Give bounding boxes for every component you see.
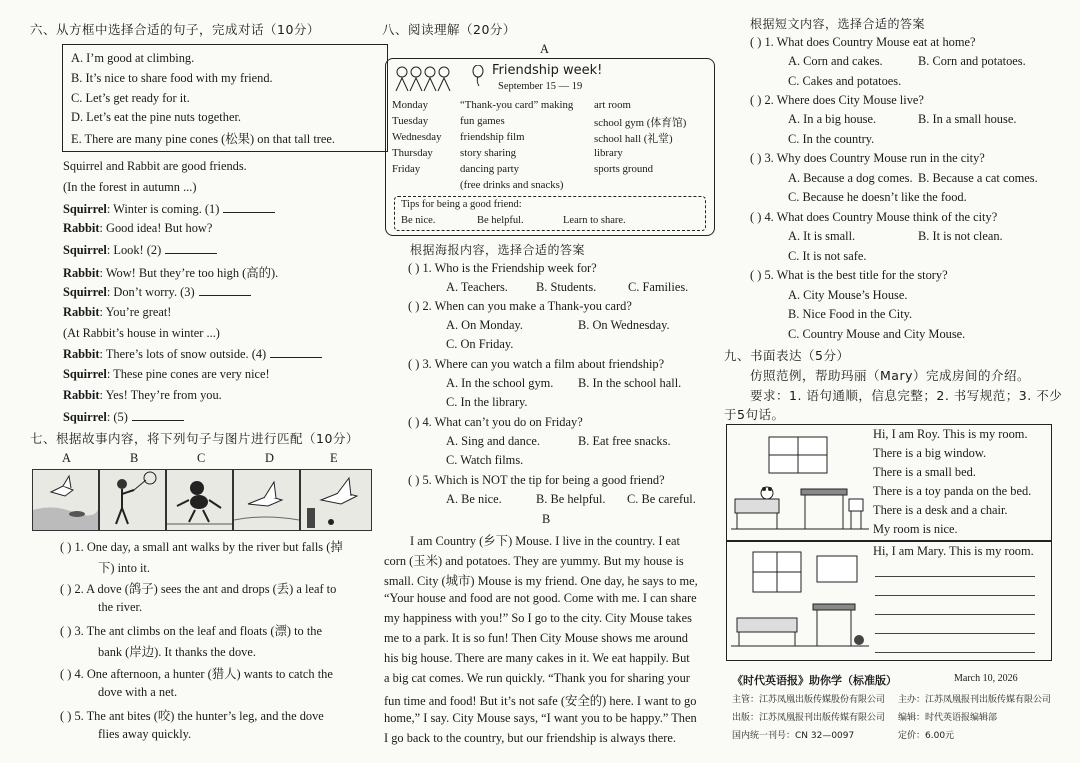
roy-sentence: My room is nice.	[873, 522, 958, 536]
poster-instruction: 根据海报内容，选择合适的答案	[410, 243, 586, 257]
passage-question: ( ) 3. Why does Country Mouse run in the city?	[750, 151, 985, 165]
option-a: A. It is small.	[788, 229, 856, 243]
option-b: B. It is not clean.	[918, 229, 1003, 243]
mary-first-sentence: Hi, I am Mary. This is my room.	[873, 544, 1034, 558]
option-c: C. Let’s get ready for it.	[71, 91, 190, 105]
passage-line: his big house. There are many cakes in it. We eat happily. But	[384, 651, 690, 665]
schedule-day: Wednesday	[392, 131, 442, 143]
publisher-info: 国内统一刊号：CN 32—0097	[732, 731, 855, 741]
option-a: A. On Monday.	[446, 318, 523, 332]
writing-line[interactable]	[875, 652, 1035, 653]
match-item-1-cont: 下) into it.	[98, 561, 150, 575]
schedule-activity: “Thank-you card” making	[460, 99, 574, 111]
mary-room-picture	[731, 546, 869, 654]
passage-b-instruction: 根据短文内容，选择合适的答案	[750, 17, 926, 31]
option-b: B. Nice Food in the City.	[788, 307, 913, 321]
schedule-day: Thursday	[392, 147, 433, 159]
children-group-icon	[394, 65, 456, 93]
dialogue-line: Rabbit: Good idea! But how?	[63, 221, 213, 235]
poster-question: ( ) 4. What can’t you do on Friday?	[408, 415, 583, 429]
option-a: A. I’m good at climbing.	[71, 51, 195, 65]
tip-item: Be helpful.	[477, 215, 524, 226]
option-c: C. Watch films.	[446, 453, 524, 467]
option-a: A. Be nice.	[446, 492, 502, 506]
newspaper-title: 《时代英语报》助你学（标准版）	[732, 674, 897, 687]
dialogue-line: Squirrel: Don’t worry. (3)	[63, 284, 251, 300]
publisher-info: 主管：江苏凤凰出版传媒股份有限公司	[732, 695, 886, 705]
passage-line: small. City (城市) Mouse is my friend. One day, he says to me,	[384, 574, 698, 588]
option-b: B. On Wednesday.	[578, 318, 670, 332]
publisher-info: 出版：江苏凤凰报刊出版传媒有限公司	[732, 713, 886, 723]
schedule-place: school hall (礼堂)	[594, 133, 673, 145]
price: 定价：6.00元	[898, 731, 955, 741]
dialogue-line: Squirrel: These pine cones are very nice!	[63, 367, 270, 381]
answer-blank[interactable]	[270, 346, 322, 358]
passage-line: me to a park. It is so fun! Then City Mouse shows me around	[384, 631, 688, 645]
passage-question: ( ) 5. What is the best title for the story?	[750, 268, 948, 282]
hunter-with-net-picture	[99, 469, 166, 531]
dialogue-line: Rabbit: You’re great!	[63, 305, 172, 319]
passage-question: ( ) 4. What does Country Mouse think of the city?	[750, 210, 998, 224]
writing-instruction: 仿照范例，帮助玛丽（Mary）完成房间的介绍。	[750, 368, 1030, 383]
passage-label-b: B	[542, 512, 551, 526]
passage-question: ( ) 1. What does Country Mouse eat at home?	[750, 35, 976, 49]
tip-item: Learn to share.	[563, 215, 626, 226]
answer-blank[interactable]	[165, 242, 217, 254]
option-c: C. Be careful.	[627, 492, 696, 506]
dialogue-line: Squirrel: (5)	[63, 409, 184, 425]
option-c: C. Because he doesn’t like the food.	[788, 190, 967, 204]
option-c: C. In the library.	[446, 395, 528, 409]
dove-flying-picture	[233, 469, 300, 531]
picture-letter: D	[265, 451, 274, 465]
match-item-3: ( ) 3. The ant climbs on the leaf and floats (漂) to the	[60, 624, 322, 638]
passage-line: home,” I say. City Mouse says, “I want you to be happy.” Then	[384, 711, 697, 725]
match-item-2-cont: the river.	[98, 600, 143, 614]
option-b: B. Corn and potatoes.	[918, 54, 1026, 68]
roy-sentence: There is a big window.	[873, 446, 987, 460]
section-six-heading: 六、从方框中选择合适的句子，完成对话（10分）	[30, 22, 320, 37]
option-a: A. Teachers.	[446, 280, 508, 294]
roy-sentence: There is a toy panda on the bed.	[873, 484, 1032, 498]
poster-question: ( ) 5. Which is NOT the tip for being a good friend?	[408, 473, 665, 487]
option-b: B. In a small house.	[918, 112, 1017, 126]
option-a: A. In a big house.	[788, 112, 877, 126]
picture-letter: E	[330, 451, 338, 465]
passage-line: I go back to the country, but our friendship is always there.	[384, 731, 677, 745]
tips-title: Tips for being a good friend:	[401, 199, 522, 210]
writing-requirement: 要求：1. 语句通顺，信息完整；2. 书写规范；3. 不少	[750, 388, 1063, 403]
passage-line: a big cat comes. We run quickly. “Thank you for sharing your	[384, 671, 690, 685]
schedule-place: library	[594, 147, 623, 159]
picture-letter: C	[197, 451, 206, 465]
poster-question: ( ) 2. When can you make a Thank-you card?	[408, 299, 632, 313]
schedule-activity: dancing party	[460, 163, 520, 175]
dialogue-line: Squirrel: Look! (2)	[63, 242, 217, 258]
match-item-2: ( ) 2. A dove (鸽子) sees the ant and drops (丢) a leaf to	[60, 582, 337, 596]
ant-bites-hunter-picture	[300, 469, 372, 531]
poster-dates: September 15 — 19	[498, 81, 583, 92]
picture-letter: B	[130, 451, 139, 465]
answer-blank[interactable]	[132, 409, 184, 421]
options-box	[62, 44, 388, 152]
answer-blank[interactable]	[223, 201, 275, 213]
roy-room-picture	[731, 429, 869, 537]
option-e: E. There are many pine cones (松果) on that tall tree.	[71, 132, 336, 146]
writing-requirement-cont: 于5句话。	[724, 407, 785, 422]
balloon-icon	[472, 65, 484, 87]
match-item-5-cont: flies away quickly.	[98, 727, 192, 741]
option-a: A. In the school gym.	[446, 376, 554, 390]
option-c: C. In the country.	[788, 132, 875, 146]
schedule-day: Monday	[392, 99, 428, 111]
dialogue-line: Rabbit: Wow! But they’re too high (高的).	[63, 266, 279, 280]
option-b: B. Eat free snacks.	[578, 434, 671, 448]
option-c: C. Families.	[628, 280, 689, 294]
schedule-place: art room	[594, 99, 631, 111]
option-b: B. Be helpful.	[536, 492, 606, 506]
scene-note: (At Rabbit’s house in winter ...)	[63, 326, 220, 340]
option-a: A. Corn and cakes.	[788, 54, 883, 68]
match-item-5: ( ) 5. The ant bites (咬) the hunter’s leg, and the dove	[60, 709, 324, 723]
mary-room-panel	[726, 541, 1052, 661]
schedule-day: Friday	[392, 163, 421, 175]
writing-line[interactable]	[875, 614, 1035, 615]
tip-item: Be nice.	[401, 215, 436, 226]
friendship-week-poster	[385, 58, 715, 236]
match-item-3-cont: bank (岸边). It thanks the dove.	[98, 645, 256, 659]
section-seven-heading: 七、根据故事内容，将下列句子与图片进行匹配（10分）	[30, 431, 359, 446]
dove-drops-leaf-picture	[32, 469, 99, 531]
schedule-activity: friendship film	[460, 131, 525, 143]
issue-date: March 10, 2026	[954, 673, 1018, 684]
scene-note: (In the forest in autumn ...)	[63, 180, 197, 194]
answer-blank[interactable]	[199, 284, 251, 296]
publisher-info: 编辑：时代英语报编辑部	[898, 713, 998, 723]
dialogue-intro: Squirrel and Rabbit are good friends.	[63, 159, 247, 173]
poster-question: ( ) 1. Who is the Friendship week for?	[408, 261, 597, 275]
roy-room-panel	[726, 424, 1052, 541]
poster-question: ( ) 3. Where can you watch a film about friendship?	[408, 357, 665, 371]
option-a: A. Sing and dance.	[446, 434, 540, 448]
tips-box	[394, 196, 706, 231]
match-item-4: ( ) 4. One afternoon, a hunter (猎人) wants to catch the	[60, 667, 333, 681]
schedule-activity: story sharing	[460, 147, 517, 159]
option-a: A. Because a dog comes.	[788, 171, 913, 185]
roy-sentence: There is a small bed.	[873, 465, 976, 479]
writing-line[interactable]	[875, 633, 1035, 634]
passage-line: I am Country (乡下) Mouse. I live in the country. I eat	[410, 534, 681, 548]
option-b: B. Students.	[536, 280, 597, 294]
publisher-info: 主办：江苏凤凰报刊出版传媒有限公司	[898, 695, 1052, 705]
ant-on-leaf-picture	[166, 469, 233, 531]
dialogue-line: Rabbit: Yes! They’re from you.	[63, 388, 222, 402]
match-item-1: ( ) 1. One day, a small ant walks by the river but falls (掉	[60, 540, 343, 554]
option-c: C. It is not safe.	[788, 249, 867, 263]
option-b: B. It’s nice to share food with my friend.	[71, 71, 273, 85]
schedule-day: Tuesday	[392, 115, 429, 127]
option-c: C. Cakes and potatoes.	[788, 74, 902, 88]
option-c: C. Country Mouse and City Mouse.	[788, 327, 966, 341]
option-a: A. City Mouse’s House.	[788, 288, 908, 302]
option-d: D. Let’s eat the pine nuts together.	[71, 110, 241, 124]
section-eight-heading: 八、阅读理解（20分）	[382, 22, 516, 37]
dialogue-line: Rabbit: There’s lots of snow outside. (4)	[63, 346, 322, 362]
schedule-place: school gym (体育馆)	[594, 117, 687, 129]
option-b: B. In the school hall.	[578, 376, 682, 390]
passage-line: “Your house and food are not good. Come with me. I can share	[384, 591, 697, 605]
passage-line: corn (玉米) and potatoes. They are yummy. But my house is	[384, 554, 684, 568]
poster-title: Friendship week!	[492, 63, 603, 78]
writing-line[interactable]	[875, 595, 1035, 596]
option-b: B. Because a cat comes.	[918, 171, 1038, 185]
schedule-note: (free drinks and snacks)	[460, 179, 564, 191]
passage-question: ( ) 2. Where does City Mouse live?	[750, 93, 924, 107]
roy-sentence: Hi, I am Roy. This is my room.	[873, 427, 1028, 441]
passage-line: my happiness with you!” So I go to the city. City Mouse takes	[384, 611, 692, 625]
writing-line[interactable]	[875, 576, 1035, 577]
section-nine-heading: 九、书面表达（5分）	[724, 348, 850, 363]
option-c: C. On Friday.	[446, 337, 514, 351]
match-item-4-cont: dove with a net.	[98, 685, 178, 699]
roy-sentence: There is a desk and a chair.	[873, 503, 1008, 517]
schedule-activity: fun games	[460, 115, 505, 127]
schedule-place: sports ground	[594, 163, 654, 175]
passage-label-a: A	[540, 42, 549, 56]
passage-line: fun time and food! But it’s not safe (安全的) here. I want to go	[384, 694, 697, 708]
dialogue-line: Squirrel: Winter is coming. (1)	[63, 201, 275, 217]
picture-letter: A	[62, 451, 71, 465]
